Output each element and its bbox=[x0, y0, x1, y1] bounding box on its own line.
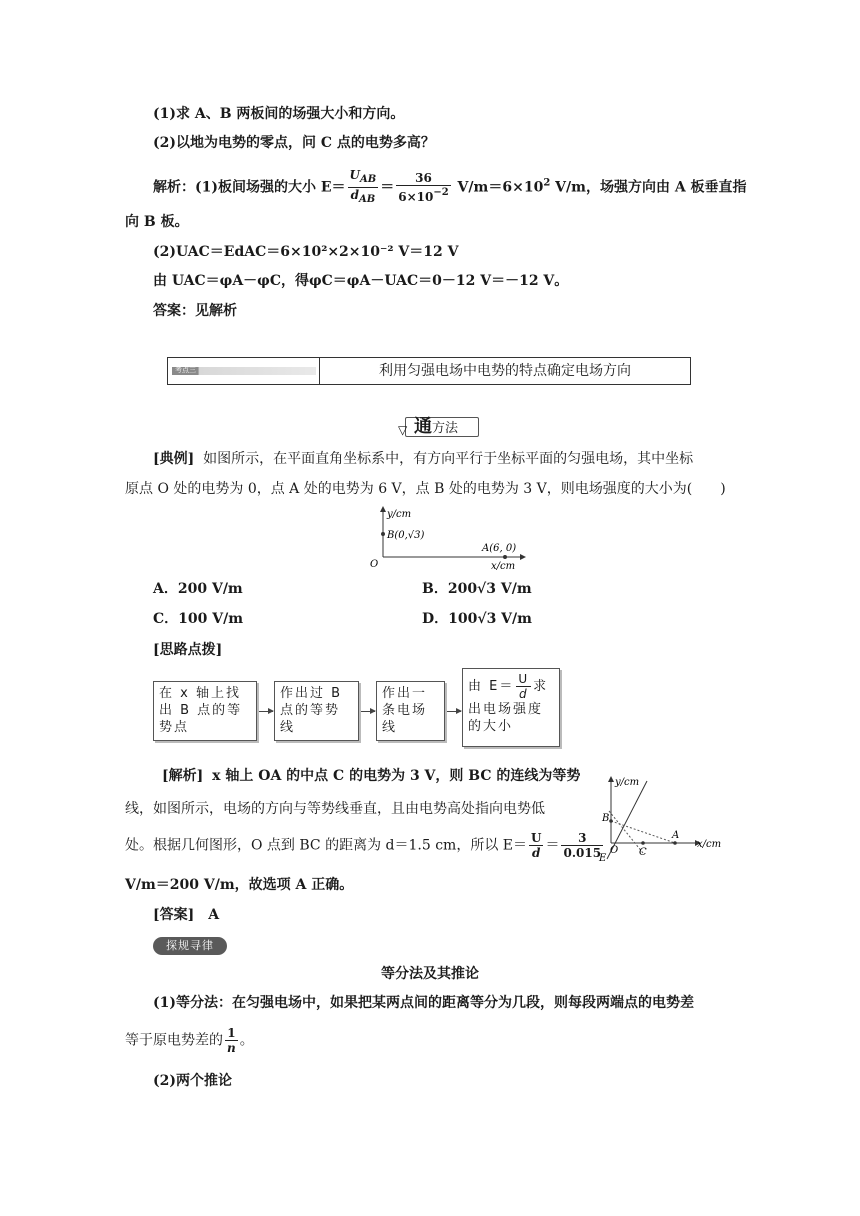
analysis-label: [解析] bbox=[162, 768, 204, 784]
question-2: (2)以地为电势的零点，问 C 点的电势多高？ bbox=[153, 135, 435, 151]
flow-step-1: 在 x 轴上找 出 B 点的等 势点 bbox=[153, 681, 257, 741]
point-b bbox=[381, 532, 385, 536]
analysis-line-3: 处。根据几何图形，O 点到 BC 的距离为 d＝1.5 cm，所以 E＝ $\frac{U}{d}$ ＝ $\frac{3}{0.015}$ bbox=[125, 831, 602, 860]
method-badge: ▽ 通方法 bbox=[405, 417, 479, 437]
fig2-a-label: A bbox=[672, 830, 680, 841]
topic-tag-banner bbox=[168, 358, 320, 384]
solution-1-prefix: (1)板间场强的大小 E＝ bbox=[195, 179, 346, 196]
fig1-origin: O bbox=[370, 559, 379, 570]
method-line-2: 等于原电势差的 $\frac{1}{n}$ 。 bbox=[125, 1026, 254, 1055]
solution-label: 解析： bbox=[153, 179, 195, 196]
fig2-y-label: y/cm bbox=[615, 777, 640, 788]
solution-2-line-1: (2)UAC＝EdAC＝6×10²×2×10⁻² V＝12 V bbox=[153, 244, 459, 260]
fig1-y-label: y/cm bbox=[387, 509, 412, 520]
flow-arrow-3 bbox=[447, 711, 461, 712]
fig2-x-label: x/cm bbox=[697, 839, 722, 850]
fig2-e-label: E bbox=[599, 853, 607, 863]
fraction-3-0015: $\frac{3}{0.015}$ bbox=[563, 831, 602, 860]
method-line-3: (2)两个推论 bbox=[153, 1073, 232, 1089]
fig1-x-label: x/cm bbox=[491, 561, 516, 572]
flow-step-2: 作出过 B 点的等势 线 bbox=[274, 681, 359, 741]
example-line-1: [典例] 如图所示，在平面直角坐标系中，有方向平行于坐标平面的匀强电场，其中坐标 bbox=[153, 451, 694, 467]
analysis-line-2: 线，如图所示，电场的方向与等势线垂直，且由电势高处指向电势低 bbox=[125, 801, 545, 817]
option-a: A．200 V/m bbox=[153, 581, 243, 597]
fig2-o-label: O bbox=[610, 845, 619, 856]
option-d: D．100√3 V/m bbox=[422, 611, 532, 627]
fig2-c-label: C bbox=[639, 847, 647, 858]
example-label: [典例] bbox=[153, 451, 195, 467]
flow-arrow-2 bbox=[361, 711, 375, 712]
analysis-line-1: [解析] x 轴上 OA 的中点 C 的电势为 3 V，则 BC 的连线为等势 bbox=[162, 768, 581, 784]
point-a bbox=[503, 555, 507, 559]
option-c: C．100 V/m bbox=[153, 611, 244, 627]
solution-1: 解析：(1)板间场强的大小 E＝ $\frac{U_{AB}}{d_{AB}}$ ＝ $\frac{36}{6\times 10^{-2}}$ $V/m=6\times 10^2$ V/m，场强方向由 A 板垂直指 bbox=[153, 168, 747, 205]
triangle-icon: ▽ bbox=[398, 423, 408, 437]
option-b: B．200√3 V/m bbox=[422, 581, 532, 597]
method-title: 等分法及其推论 bbox=[381, 966, 479, 982]
fig1-b-label: B(0,√3) bbox=[387, 530, 425, 541]
rule-badge: 探规寻律 bbox=[153, 937, 227, 955]
analysis-line-4: V/m＝200 V/m，故选项 A 正确。 bbox=[125, 877, 354, 893]
analysis-figure bbox=[595, 773, 725, 863]
topic-title: 利用匀强电场中电势的特点确定电场方向 bbox=[379, 363, 631, 379]
fraction-uab-dab: $\frac{U_{AB}}{d_{AB}}$ bbox=[349, 168, 377, 205]
fraction-u-d: $\frac{U}{d}$ bbox=[531, 831, 542, 860]
method-line-1: (1)等分法：在匀强电场中，如果把某两点间的距离等分为几段，则每段两端点的电势差 bbox=[153, 995, 694, 1011]
solution-2-line-2: 由 UAC＝φA－φC，得φC＝φA－UAC＝0－12 V＝－12 V。 bbox=[153, 273, 569, 289]
flow-arrow-1 bbox=[259, 711, 273, 712]
fraction-36: $\frac{36}{6\times 10^{-2}}$ bbox=[398, 171, 449, 204]
fraction-1-n: $\frac{1}{n}$ bbox=[227, 1026, 236, 1055]
topic-header bbox=[167, 357, 691, 385]
flow-step-4: 由 E＝ $\frac{U}{d}$ 求 出电场强度 的大小 bbox=[462, 668, 560, 747]
question-1: (1)求 A、B 两板间的场强大小和方向。 bbox=[153, 106, 405, 122]
example-figure bbox=[365, 505, 530, 575]
example-line-2: 原点 O 处的电势为 0，点 A 处的电势为 6 V，点 B 处的电势为 3 V，则电场强度的大小为( ) bbox=[125, 481, 726, 497]
answer-1: 答案：见解析 bbox=[153, 303, 237, 319]
fig2-b-label: B bbox=[602, 813, 610, 824]
flow-step-3: 作出一 条电场 线 bbox=[376, 681, 445, 741]
fig1-a-label: A(6, 0) bbox=[482, 543, 517, 554]
hint-label: [思路点拨] bbox=[153, 642, 223, 658]
solution-1-continued: 向 B 板。 bbox=[125, 214, 189, 230]
answer-2: [答案] A bbox=[153, 907, 220, 923]
topic-tag: 考点三 bbox=[175, 366, 196, 374]
